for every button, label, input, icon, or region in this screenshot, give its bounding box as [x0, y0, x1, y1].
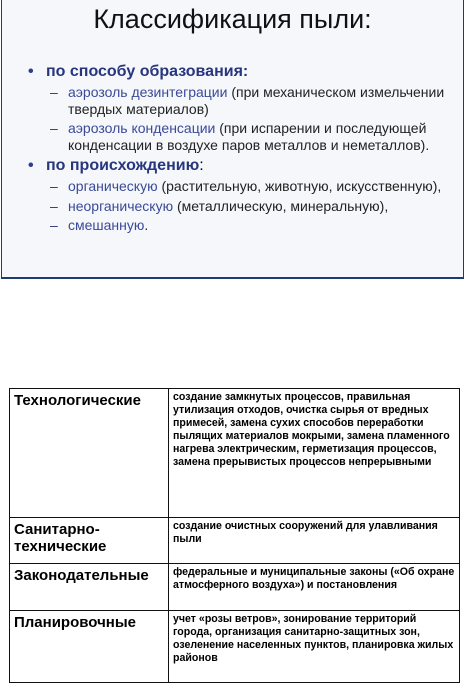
sub-term: смешанную: [68, 217, 145, 233]
bullet-dot-icon: •: [28, 63, 34, 80]
sub-item: [46, 120, 454, 153]
sub-item: [46, 178, 454, 195]
dash-icon: –: [50, 84, 58, 100]
slide: [1, 0, 464, 279]
sub-rest: .: [144, 217, 149, 233]
sub-item: [46, 198, 454, 215]
category-cell: Планировочные: [10, 611, 169, 683]
dash-icon: –: [50, 178, 58, 194]
category-cell: Технологические: [10, 389, 169, 518]
sub-rest: (растительную, животную, искусственную),: [157, 178, 442, 194]
bullet-dot-icon: •: [28, 157, 34, 174]
category-cell: Санитарно-технические: [10, 518, 169, 564]
sub-list: [46, 178, 454, 234]
category-cell: Законодательные: [10, 564, 169, 611]
sub-item: [46, 217, 454, 234]
sub-term: аэрозоль дезинтеграции: [68, 84, 228, 100]
bullet-suffix: :: [242, 63, 249, 80]
sub-term: органическую: [68, 178, 158, 194]
sub-rest: (металлическую, минеральную),: [173, 197, 389, 214]
description-cell: учет «розы ветров», зонирование территорий города, организация санитарно-защитных зон, озеленение населенных пунктов, планировка жилых районов: [169, 611, 460, 683]
table-row: [10, 564, 460, 611]
sub-list: [46, 84, 454, 153]
description-cell: создание замкнутых процессов, правильная утилизация отходов, очистка сырья от вредных примесей, замена сухих способов переработки пылящих материалов мокрыми, замена пламенного нагрева электрическим, герметизация процессов, замена прерывистых процессов непрерывными: [169, 389, 460, 518]
description-cell: федеральные и муниципальные законы («Об охране атмосферного воздуха») и постановления: [169, 564, 460, 611]
sub-rest: (при испарении и последующей конденсации в воздухе паров металлов и неметаллов).: [68, 120, 430, 153]
sub-term: аэрозоль конденсации: [68, 120, 216, 136]
bullet-suffix: :: [199, 157, 204, 174]
bullet-list: [24, 62, 454, 237]
dash-icon: –: [50, 217, 58, 233]
sub-item: [46, 84, 454, 117]
bullet-term: по способу образования: [46, 63, 243, 80]
sub-rest: (при механическом измельчении твердых материалов): [68, 84, 445, 117]
description-cell: создание очистных сооружений для улавливания пыли: [169, 518, 460, 564]
measures-table: [9, 388, 460, 683]
bullet-term: по происхождению: [46, 157, 200, 174]
bullet-formation: [24, 62, 454, 153]
bullet-origin: [24, 156, 454, 234]
dash-icon: –: [50, 197, 58, 214]
dash-icon: –: [50, 120, 58, 136]
sub-term: неорганическую: [68, 197, 174, 214]
table-row: [10, 611, 460, 683]
table-row: [10, 518, 460, 564]
table-row: [10, 389, 460, 518]
slide-title: Классификация пыли:: [93, 4, 372, 34]
